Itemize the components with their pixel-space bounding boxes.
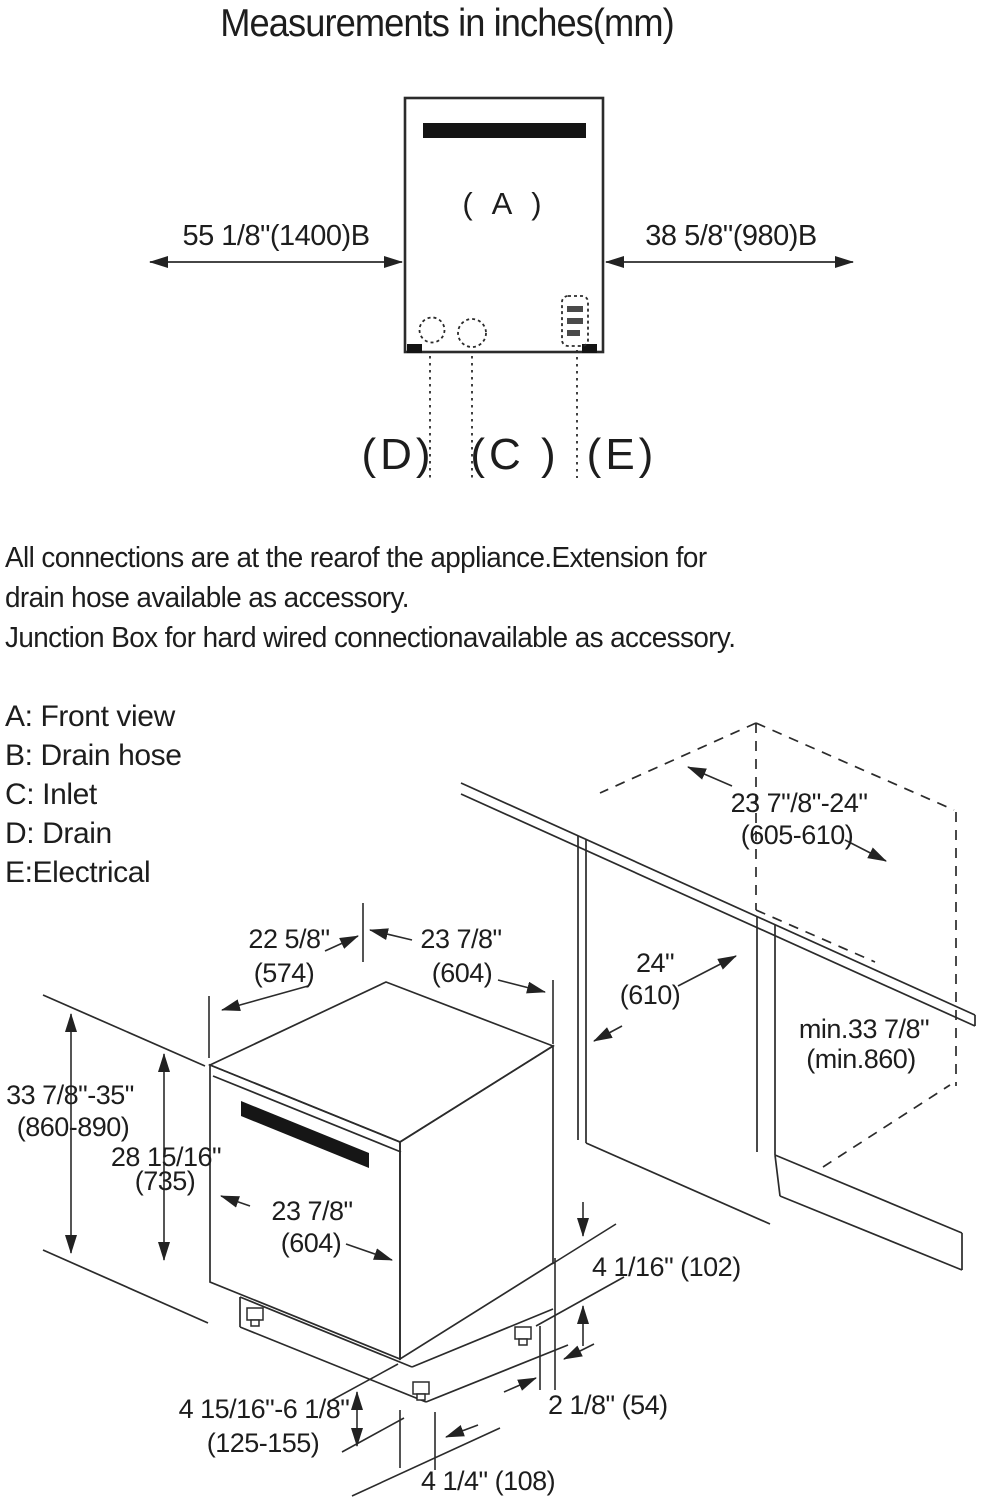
dim-top-width-in: 23 7/8" — [420, 924, 502, 954]
dim-toe-kick-mm: (125-155) — [206, 1428, 320, 1458]
note-line-3: Junction Box for hard wired connectionavailable as accessory. — [5, 622, 736, 654]
dim-top-depth-in: 22 5/8" — [248, 924, 330, 954]
dim-body-height-mm: (735) — [134, 1166, 196, 1196]
dim-overall-height-mm: (860-890) — [16, 1112, 130, 1142]
right-cabinet-hidden-edge — [823, 1085, 950, 1167]
page-title: Measurements in inches(mm) — [220, 2, 674, 45]
dim-top-width-mm: (604) — [431, 958, 493, 988]
drain-label: (D) — [361, 430, 435, 479]
dim-rear-clearance: 4 1/16" (102) — [592, 1252, 741, 1282]
dim-overall-height-in: 33 7/8"-35" — [6, 1080, 134, 1110]
middle-panel — [578, 836, 586, 1143]
front-view-label: ( A ) — [462, 186, 548, 221]
legend-item-a: A: Front view — [5, 700, 175, 733]
legend-item-e: E:Electrical — [5, 856, 151, 889]
dishwasher-right-face — [400, 1046, 553, 1359]
dim-door-width-mm: (604) — [280, 1228, 342, 1258]
dim-niche-height-mm: (min.860) — [806, 1044, 916, 1074]
left-foot — [407, 344, 422, 353]
dim-cabinet-depth-in: 24" — [635, 948, 675, 978]
control-panel-bar — [423, 123, 586, 138]
inlet-connection — [458, 319, 486, 347]
dim-cutout-width-in: 23 7"/8"-24" — [730, 788, 868, 818]
drain-connection — [420, 318, 445, 343]
dim-cutout-width-mm: (605-610) — [740, 820, 854, 850]
dim-side-clearance: 2 1/8" (54) — [548, 1390, 668, 1420]
legend-item-b: B: Drain hose — [5, 739, 182, 772]
front-left-dimension: 55 1/8"(1400)B — [182, 220, 370, 252]
left-floor-line — [43, 1250, 208, 1323]
legend-item-c: C: Inlet — [5, 778, 97, 811]
door-handle-bar — [241, 1101, 369, 1168]
front-view-drawing — [150, 98, 853, 478]
dim-door-width-in: 23 7/8" — [271, 1196, 353, 1226]
right-cabinet-toe-kick — [775, 1155, 962, 1270]
dim-top-depth-mm: (574) — [253, 958, 315, 988]
opening-floor-line — [586, 1143, 770, 1224]
dim-body-height-in: 28 15/16" — [110, 1142, 222, 1172]
left-wall-line — [43, 995, 205, 1066]
dim-front-clearance: 4 1/4" (108) — [421, 1466, 556, 1496]
inlet-label: (C ) — [470, 430, 560, 479]
legend-item-d: D: Drain — [5, 817, 112, 850]
note-line-2: drain hose available as accessory. — [5, 582, 409, 614]
right-cabinet-panel — [757, 917, 775, 1155]
electrical-label: (E) — [586, 430, 658, 479]
note-line-1: All connections are at the rearof the appliance.Extension for — [5, 542, 707, 574]
dim-niche-height-in: min.33 7/8" — [798, 1014, 930, 1044]
dim-cabinet-depth-mm: (610) — [619, 980, 681, 1010]
front-right-dimension: 38 5/8"(980)B — [645, 220, 817, 252]
dim-toe-kick-in: 4 15/16"-6 1/8" — [178, 1394, 350, 1424]
dimension-arrows — [71, 767, 886, 1446]
